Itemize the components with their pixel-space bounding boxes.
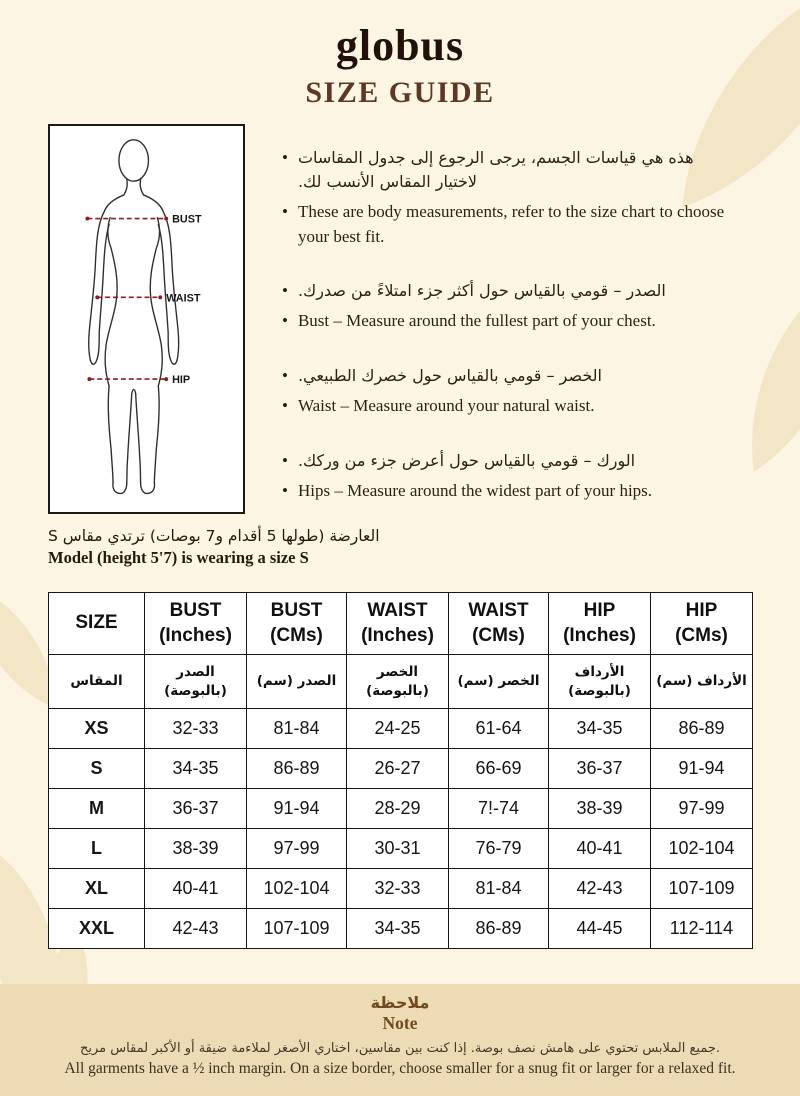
value-cell: 26-27	[347, 749, 449, 789]
column-header-waist-in: WAIST (Inches)	[347, 593, 449, 655]
value-cell: 86-89	[651, 709, 753, 749]
size-cell: M	[49, 789, 145, 829]
bullet-icon: •	[282, 480, 288, 500]
bullet-icon: •	[282, 281, 288, 301]
value-cell: 32-33	[347, 869, 449, 909]
value-cell: 91-94	[651, 749, 753, 789]
value-cell: 66-69	[449, 749, 549, 789]
value-cell: 91-94	[247, 789, 347, 829]
value-cell: 28-29	[347, 789, 449, 829]
note-title-ar: ملاحظة	[370, 993, 430, 1012]
instruction-hip	[282, 449, 732, 504]
instruction-bust	[282, 279, 732, 334]
model-note	[48, 527, 688, 568]
size-cell: S	[49, 749, 145, 789]
bullet-icon: •	[282, 395, 288, 415]
column-header-size-ar: المقاس	[49, 655, 145, 709]
value-cell: 32-33	[145, 709, 247, 749]
bullet-icon: •	[282, 450, 288, 470]
value-cell: 40-41	[549, 829, 651, 869]
size-cell: XL	[49, 869, 145, 909]
value-cell: 107-109	[651, 869, 753, 909]
note-body-en: All garments have a ½ inch margin. On a size border, choose smaller for a snug fit or larger for a relaxed fit.	[64, 1060, 736, 1077]
column-header-bust-cm: BUST (CMs)	[247, 593, 347, 655]
value-cell: 36-37	[145, 789, 247, 829]
size-cell: XXL	[49, 909, 145, 949]
value-cell: 34-35	[347, 909, 449, 949]
value-cell: 44-45	[549, 909, 651, 949]
value-cell: 107-109	[247, 909, 347, 949]
value-cell: 86-89	[449, 909, 549, 949]
instruction-waist	[282, 364, 732, 419]
size-row-l	[49, 829, 753, 869]
size-row-xs	[49, 709, 753, 749]
value-cell: 40-41	[145, 869, 247, 909]
value-cell: 81-84	[247, 709, 347, 749]
instruction-bust-en: Bust – Measure around the fullest part of your chest.	[297, 311, 656, 331]
note-title-en: Note	[382, 1013, 418, 1033]
value-cell: 34-35	[549, 709, 651, 749]
value-cell: 24-25	[347, 709, 449, 749]
size-row-m	[49, 789, 753, 829]
bust-label: BUST	[172, 213, 202, 226]
size-chart-table	[48, 592, 753, 949]
column-header-size: SIZE	[49, 593, 145, 655]
value-cell: 34-35	[145, 749, 247, 789]
value-cell: 38-39	[549, 789, 651, 829]
value-cell: 86-89	[247, 749, 347, 789]
size-row-xxl	[49, 909, 753, 949]
bullet-icon: •	[282, 311, 288, 331]
model-note-ar: العارضة (طولها 5 أقدام و7 بوصات) ترتدي مقاس S	[48, 527, 380, 545]
column-header-bust-in-ar: الصدر (بالبوصة)	[145, 655, 247, 709]
note-body-ar: جميع الملابس تحتوي على هامش نصف بوصة. إذا كنت بين مقاسين، اختاري الأصغر لملاءمة ضيقة أو الأكبر لمقاس مريح.	[79, 1041, 721, 1056]
value-cell: 97-99	[247, 829, 347, 869]
hip-label: HIP	[172, 374, 191, 387]
bullet-icon: •	[282, 202, 288, 221]
size-cell: L	[49, 829, 145, 869]
value-cell: 38-39	[145, 829, 247, 869]
column-header-bust-cm-ar: الصدر (سم)	[247, 655, 347, 709]
page-title: SIZE GUIDE	[305, 76, 495, 109]
value-cell: 30-31	[347, 829, 449, 869]
waist-label: WAIST	[166, 292, 201, 305]
header-row-ar	[49, 655, 753, 709]
size-row-s	[49, 749, 753, 789]
instruction-general-en: These are body measurements, refer to the size chart to choose your best fit.	[297, 202, 725, 246]
note-section	[0, 984, 800, 1096]
value-cell: 81-84	[449, 869, 549, 909]
instruction-waist-ar: الخصر – قومي بالقياس حول خصرك الطبيعي.	[297, 365, 602, 385]
column-header-waist-cm: WAIST (CMs)	[449, 593, 549, 655]
value-cell: 42-43	[549, 869, 651, 909]
value-cell: 112-114	[651, 909, 753, 949]
bullet-icon: •	[282, 365, 288, 385]
body-measurement-diagram	[48, 124, 245, 514]
body-figure-illustration	[50, 126, 243, 512]
instruction-waist-en: Waist – Measure around your natural waist.	[297, 395, 595, 415]
value-cell: 61-64	[449, 709, 549, 749]
header-row-en	[49, 593, 753, 655]
column-header-hip-in-ar: الأرداف (بالبوصة)	[549, 655, 651, 709]
column-header-hip-cm: HIP (CMs)	[651, 593, 753, 655]
value-cell: 42-43	[145, 909, 247, 949]
value-cell: 76-79	[449, 829, 549, 869]
instructions-list	[282, 146, 732, 533]
instruction-general	[282, 146, 732, 249]
value-cell: 36-37	[549, 749, 651, 789]
value-cell: 97-99	[651, 789, 753, 829]
column-header-waist-in-ar: الخصر (بالبوصة)	[347, 655, 449, 709]
instruction-hip-en: Hips – Measure around the widest part of your hips.	[297, 480, 653, 500]
instruction-general-ar: هذه هي قياسات الجسم، يرجى الرجوع إلى جدول المقاسات لاختيار المقاس الأنسب لك.	[297, 148, 694, 191]
model-note-en: Model (height 5'7) is wearing a size S	[48, 548, 309, 567]
size-cell: XS	[49, 709, 145, 749]
bullet-icon: •	[282, 148, 288, 167]
measurement-lines	[87, 219, 166, 380]
column-header-waist-cm-ar: الخصر (سم)	[449, 655, 549, 709]
column-header-hip-cm-ar: الأرداف (سم)	[651, 655, 753, 709]
value-cell: 102-104	[247, 869, 347, 909]
value-cell: 7!-74	[449, 789, 549, 829]
value-cell: 102-104	[651, 829, 753, 869]
size-row-xl	[49, 869, 753, 909]
column-header-bust-in: BUST (Inches)	[145, 593, 247, 655]
column-header-hip-in: HIP (Inches)	[549, 593, 651, 655]
brand-logo: globus	[335, 21, 465, 70]
instruction-bust-ar: الصدر – قومي بالقياس حول أكثر جزء امتلاءً من صدرك.	[297, 281, 666, 301]
instruction-hip-ar: الورك – قومي بالقياس حول أعرض جزء من وركك.	[297, 450, 636, 470]
